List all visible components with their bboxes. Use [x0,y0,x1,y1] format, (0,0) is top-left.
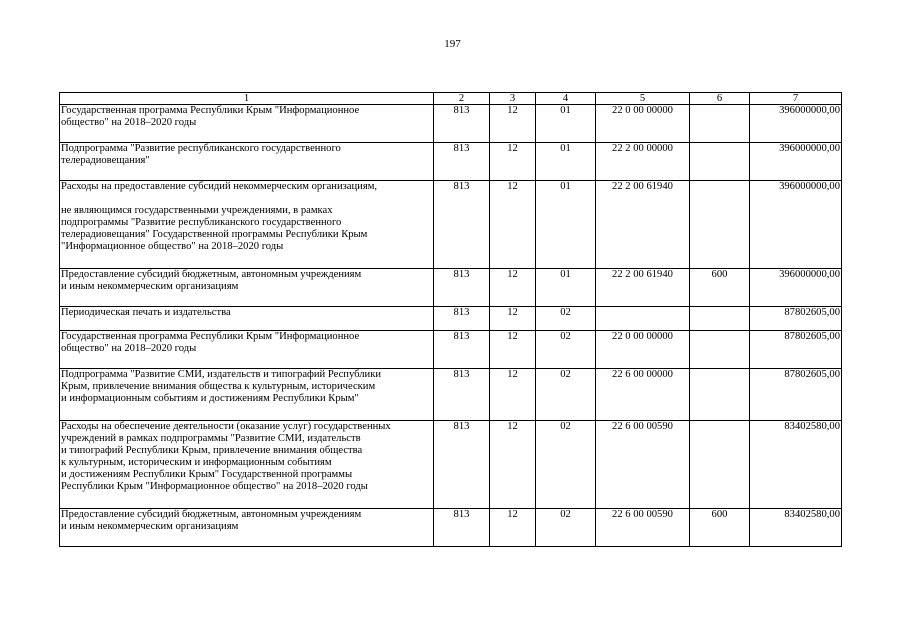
row-name: Расходы на обеспечение деятельности (оказание услуг) государственных учреждений в рамках подпрограммы "Развитие СМИ, издательств и типографий Республики Крым, привлечение внимания общества к культурным, историческим и информационным событиям и достижениям Республики Крым" Государственной программы Республики Крым "Информационное общество" на 2018–2020 годы [60,421,434,509]
header-col-6: 6 [690,93,750,105]
table-row [60,269,842,307]
page-number: 197 [444,38,461,50]
row-name: Государственная программа Республики Крым "Информационное общество" на 2018–2020 годы [60,331,434,369]
row-col-4: 02 [536,307,596,331]
table-row [60,181,842,269]
header-col-7: 7 [750,93,842,105]
table-row [60,143,842,181]
row-col-2: 813 [434,369,490,421]
row-amount: 83402580,00 [750,509,842,547]
row-col-3: 12 [490,331,536,369]
budget-table [59,92,842,547]
row-amount: 396000000,00 [750,105,842,143]
row-col-6 [690,143,750,181]
row-amount: 396000000,00 [750,143,842,181]
row-col-5: 22 2 00 61940 [596,269,690,307]
row-col-3: 12 [490,181,536,269]
row-amount: 87802605,00 [750,307,842,331]
row-name: Предоставление субсидий бюджетным, автономным учреждениям и иным некоммерческим организациям [60,509,434,547]
row-col-6 [690,421,750,509]
row-amount: 83402580,00 [750,421,842,509]
header-col-2: 2 [434,93,490,105]
row-col-5 [596,307,690,331]
row-col-6: 600 [690,269,750,307]
row-col-2: 813 [434,421,490,509]
table-row [60,331,842,369]
row-col-4: 02 [536,509,596,547]
row-amount: 87802605,00 [750,331,842,369]
row-col-5: 22 2 00 00000 [596,143,690,181]
row-col-6 [690,181,750,269]
table-row [60,509,842,547]
row-col-4: 02 [536,331,596,369]
row-name: Подпрограмма "Развитие республиканского государственного телерадиовещания" [60,143,434,181]
row-col-5: 22 0 00 00000 [596,331,690,369]
header-col-5: 5 [596,93,690,105]
row-name: Государственная программа Республики Крым "Информационное общество" на 2018–2020 годы [60,105,434,143]
row-amount: 87802605,00 [750,369,842,421]
row-col-3: 12 [490,421,536,509]
row-name-first-line: Расходы на предоставление субсидий некоммерческим организациям, [61,181,378,192]
row-col-6 [690,105,750,143]
header-col-3: 3 [490,93,536,105]
row-col-2: 813 [434,269,490,307]
row-name: Периодическая печать и издательства [60,307,434,331]
row-col-4: 01 [536,143,596,181]
row-col-4: 01 [536,181,596,269]
row-col-3: 12 [490,105,536,143]
table-row [60,105,842,143]
row-col-2: 813 [434,331,490,369]
row-name: Подпрограмма "Развитие СМИ, издательств и типографий Республики Крым, привлечение внимания общества к культурным, историческим и информационным событиям и достижениям Республики Крым" [60,369,434,421]
row-amount: 396000000,00 [750,269,842,307]
row-col-3: 12 [490,269,536,307]
header-row [60,93,842,105]
row-col-5: 22 2 00 61940 [596,181,690,269]
row-col-5: 22 6 00 00000 [596,369,690,421]
row-col-3: 12 [490,307,536,331]
header-col-4: 4 [536,93,596,105]
row-col-5: 22 6 00 00590 [596,421,690,509]
row-col-2: 813 [434,307,490,331]
header-col-1: 1 [60,93,434,105]
row-col-5: 22 6 00 00590 [596,509,690,547]
row-col-4: 01 [536,105,596,143]
table-row [60,369,842,421]
row-col-3: 12 [490,369,536,421]
row-col-2: 813 [434,509,490,547]
row-col-4: 02 [536,421,596,509]
row-col-2: 813 [434,105,490,143]
row-col-3: 12 [490,143,536,181]
table-row [60,307,842,331]
row-name-continuation: не являющимся государственными учреждениями, в рамках подпрограммы "Развитие республиканского государственного телерадиовещания" Государственной программы Республики Крым "Информационное общество" на 2018–2020 годы [61,205,368,252]
row-col-2: 813 [434,181,490,269]
row-col-4: 02 [536,369,596,421]
table-row [60,421,842,509]
row-col-2: 813 [434,143,490,181]
row-col-6 [690,307,750,331]
row-col-4: 01 [536,269,596,307]
row-col-6 [690,331,750,369]
row-col-3: 12 [490,509,536,547]
row-amount: 396000000,00 [750,181,842,269]
row-name: Предоставление субсидий бюджетным, автономным учреждениям и иным некоммерческим организациям [60,269,434,307]
row-col-6 [690,369,750,421]
row-name [60,181,434,269]
row-col-5: 22 0 00 00000 [596,105,690,143]
row-col-6: 600 [690,509,750,547]
